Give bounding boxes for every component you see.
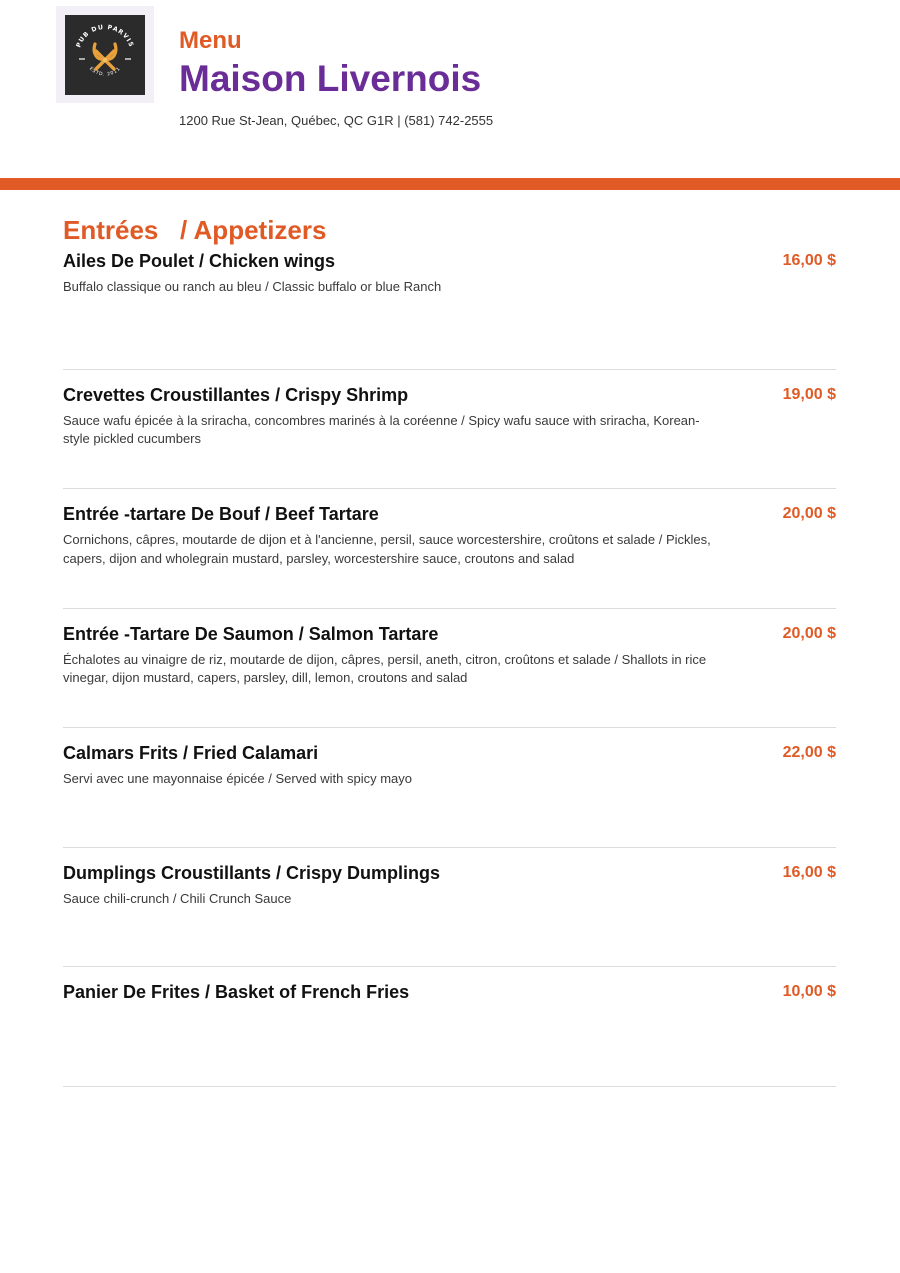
menu-item <box>63 370 836 490</box>
menu-item-price: 22,00 $ <box>782 744 836 761</box>
menu-item-price: 20,00 $ <box>782 624 836 642</box>
restaurant-address: 1200 Rue St-Jean, Québec, QC G1R | (581) 742-2555 <box>179 113 494 128</box>
menu-item-name: Ailes De Poulet / Chicken wings <box>63 251 336 271</box>
menu-item-price: 19,00 $ <box>782 385 836 403</box>
menu-item-price: 16,00 $ <box>782 863 836 881</box>
svg-text:PUB DU PARVIS <box>75 23 135 48</box>
logo-frame <box>56 6 154 103</box>
menu-item-description: Cornichons, câpres, moutarde de dijon et à l'ancienne, persil, sauce worcestershire, croûtons et salade / Pickles, capers, dijon and wholegrain mustard, parsley, worcestershire sauce, croutons and salad <box>63 532 711 566</box>
menu-item-price: 10,00 $ <box>782 983 836 1000</box>
menu-item-description: Sauce chili-crunch / Chili Crunch Sauce <box>63 890 292 906</box>
svg-text:ESTD. 2011 <box>88 65 122 77</box>
pub-du-parvis-logo-icon <box>65 15 145 95</box>
menu-section-appetizers <box>63 215 836 1087</box>
menu-item-description: Servi avec une mayonnaise épicée / Served with spicy mayo <box>63 771 413 786</box>
menu-item <box>63 489 836 609</box>
header-divider-bar <box>0 178 900 190</box>
logo-text-bottom: ESTD. 2011 <box>88 66 122 78</box>
section-title: Entrées / Appetizers <box>63 215 327 245</box>
menu-item <box>63 250 836 370</box>
menu-items-list <box>63 250 836 1087</box>
menu-item-name: Entrée -Tartare De Saumon / Salmon Tartare <box>63 623 439 644</box>
menu-item-name: Calmars Frits / Fried Calamari <box>63 743 319 763</box>
menu-item-description: Échalotes au vinaigre de riz, moutarde de dijon, câpres, persil, aneth, citron, croûtons et salade / Shallots in rice vinegar, dijon mustard, capers, parsley, dill, lemon, croutons and salad <box>63 651 707 685</box>
menu-item <box>63 967 836 1087</box>
menu-item-name: Entrée -tartare De Bouf / Beef Tartare <box>63 504 379 524</box>
menu-item-name: Dumplings Croustillants / Crispy Dumplings <box>63 862 441 883</box>
menu-item-name: Panier De Frites / Basket of French Fries <box>63 982 410 1002</box>
menu-item-description: Sauce wafu épicée à la sriracha, concombres marinés à la coréenne / Spicy wafu sauce with sriracha, Korean-style pickled cucumbers <box>63 412 700 446</box>
menu-item <box>63 728 836 848</box>
header <box>179 27 493 129</box>
menu-item <box>63 848 836 968</box>
menu-item-price: 20,00 $ <box>782 505 836 522</box>
menu-item-price: 16,00 $ <box>782 252 836 269</box>
menu-item-name: Crevettes Croustillantes / Crispy Shrimp <box>63 384 409 405</box>
logo-emblem-icon <box>65 15 145 95</box>
menu-item <box>63 609 836 729</box>
menu-item-description: Buffalo classique ou ranch au bleu / Classic buffalo or blue Ranch <box>63 279 442 294</box>
logo-text-top: PUB DU PARVIS <box>75 23 135 49</box>
restaurant-name: Maison Livernois <box>179 58 482 99</box>
menu-label: Menu <box>179 27 242 54</box>
